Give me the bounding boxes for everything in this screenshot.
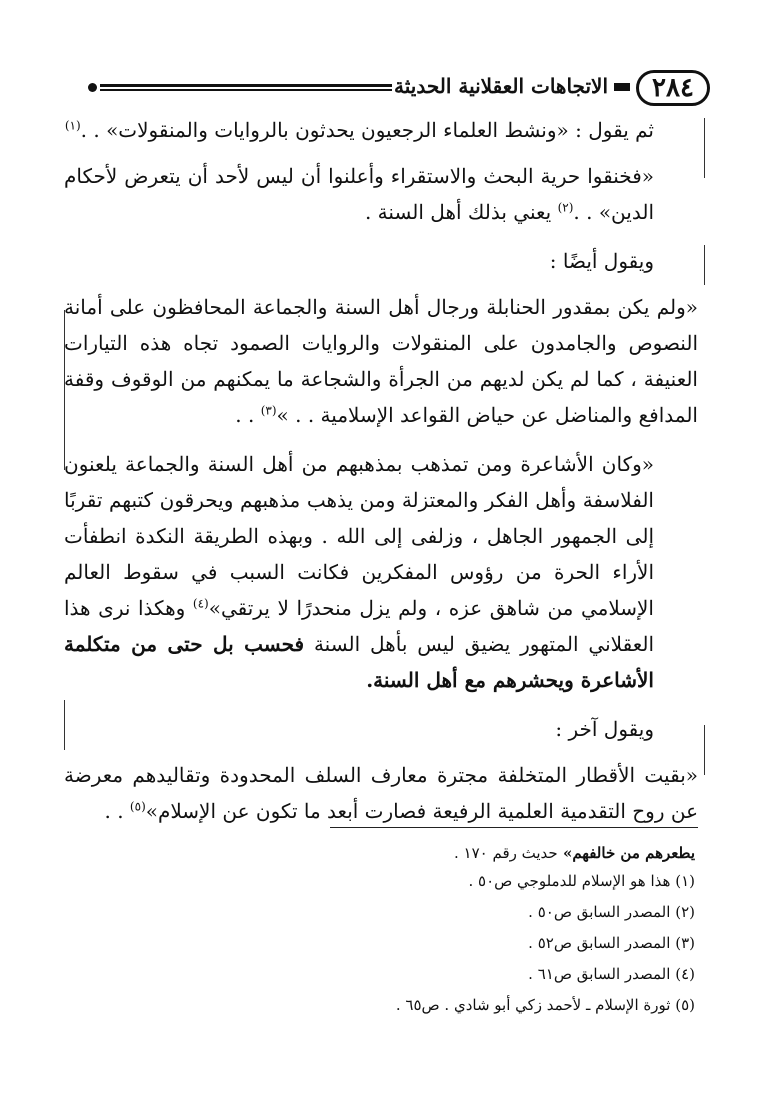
margin-bar: [704, 245, 705, 285]
paragraph-text: ويقول أيضًا :: [549, 249, 654, 273]
footnote-item: [265, 932, 695, 963]
paragraph-text-bold: فحسب بل حتى من متكلمة الأشاعرة ويحشرهم مع أهل السنة.: [64, 632, 654, 692]
main-text: [64, 112, 698, 842]
footnote-text-bold: يطعرهم من خالفهم»: [562, 844, 695, 862]
footnote-item: [265, 994, 695, 1025]
footnote-item: [265, 963, 695, 994]
footnote-number: (٥): [675, 996, 695, 1014]
footnote-ref: (٥): [129, 799, 146, 814]
paragraph-text: «وكان الأشاعرة ومن تمذهب بمذهبهم من أهل السنة والجماعة يلعنون الفلاسفة وأهل الفكر والمعتزلة ومن يذهب مذهبهم ويحرقون كتبهم تقربًا إلى الجمهور الجاهل ، وزلفى إلى الله . وبهذه الطريقة النكدة انطفأت الأراء الحرة من رؤوس المفكرين فكانت السبب في سقوط العالم الإسلامي من شاهق عزه ، ولم يزل منحدرًا لا يرتقي»: [64, 452, 654, 620]
footnote-text: هذا هو الإسلام للدملوجي ص٥٠ .: [468, 872, 671, 890]
paragraph: [64, 158, 698, 230]
footnote-item: [265, 901, 695, 932]
header-rule-right: [614, 83, 630, 91]
footnote-item: [265, 870, 695, 901]
paragraph-text: «ولم يكن بمقدور الحنابلة ورجال أهل السنة والجماعة المحافظون على أمانة النصوص والجامدون على المنقولات والروايات الصمود تجاه هذه التيارات العنيفة ، كما لم يكن لديهم من الجرأة والشجاعة ما يمكنهم من الوقوف وقفة المدافع والمناضل عن حياض القواعد الإسلامية . . »: [64, 295, 698, 427]
margin-bar: [704, 118, 705, 178]
paragraph: [64, 243, 698, 279]
margin-bar: [704, 725, 705, 775]
footnote-ref: (٤): [192, 596, 209, 611]
paragraph-text: يعني بذلك أهل السنة .: [364, 200, 552, 224]
footnote-text: المصدر السابق ص٥٢ .: [528, 934, 671, 952]
footnote-separator: [330, 827, 698, 828]
paragraph: [64, 446, 698, 698]
footnote-text: ثورة الإسلام ـ لأحمد زكي أبو شادي . ص٦٥ .: [395, 996, 671, 1014]
footnote-ref: (٣): [260, 403, 277, 418]
header-dot: [88, 83, 97, 92]
paragraph: [64, 757, 698, 829]
footnote-number: (١): [675, 872, 695, 890]
paragraph: [64, 112, 698, 148]
paragraph-text: «فخنقوا حرية البحث والاستقراء وأعلنوا أن ليس لأحد أن يتعرض لأحكام الدين» . .: [64, 164, 654, 224]
page-header: [70, 70, 710, 110]
footnote-text: حديث رقم ١٧٠ .: [454, 844, 558, 862]
footnote-number: (٢): [675, 903, 695, 921]
paragraph-text: ثم يقول : «ونشط العلماء الرجعيون يحدثون بالروايات والمنقولات» . .: [80, 118, 654, 142]
paragraph: [64, 289, 698, 433]
running-title: الاتجاهات العقلانية الحديثة: [394, 74, 608, 98]
paragraph-text: . .: [104, 799, 124, 823]
footnotes: [265, 842, 695, 1025]
footnote-text: المصدر السابق ص٥٠ .: [528, 903, 671, 921]
page-number: ٢٨٤: [636, 70, 710, 106]
footnote-number: (٣): [675, 934, 695, 952]
footnote-number: (٤): [675, 965, 695, 983]
footnote-ref: (١): [64, 118, 81, 133]
footnote-continuation: [265, 842, 695, 870]
paragraph-text: «بقيت الأقطار المتخلفة مجترة معارف السلف المحدودة وتقاليدهم معرضة عن روح التقدمية العلمية الرفيعة فصارت أبعد ما تكون عن الإسلام»: [64, 763, 698, 823]
footnote-ref: (٢): [557, 200, 574, 215]
paragraph-text: ويقول آخر :: [555, 717, 654, 741]
footnote-text: المصدر السابق ص٦١ .: [528, 965, 671, 983]
paragraph-text: . .: [235, 403, 255, 427]
header-rule-left: [100, 84, 392, 91]
paragraph: [64, 711, 698, 747]
paragraph-text: وهكذا نرى هذا العقلاني المتهور يضيق ليس بأهل السنة: [64, 596, 654, 656]
